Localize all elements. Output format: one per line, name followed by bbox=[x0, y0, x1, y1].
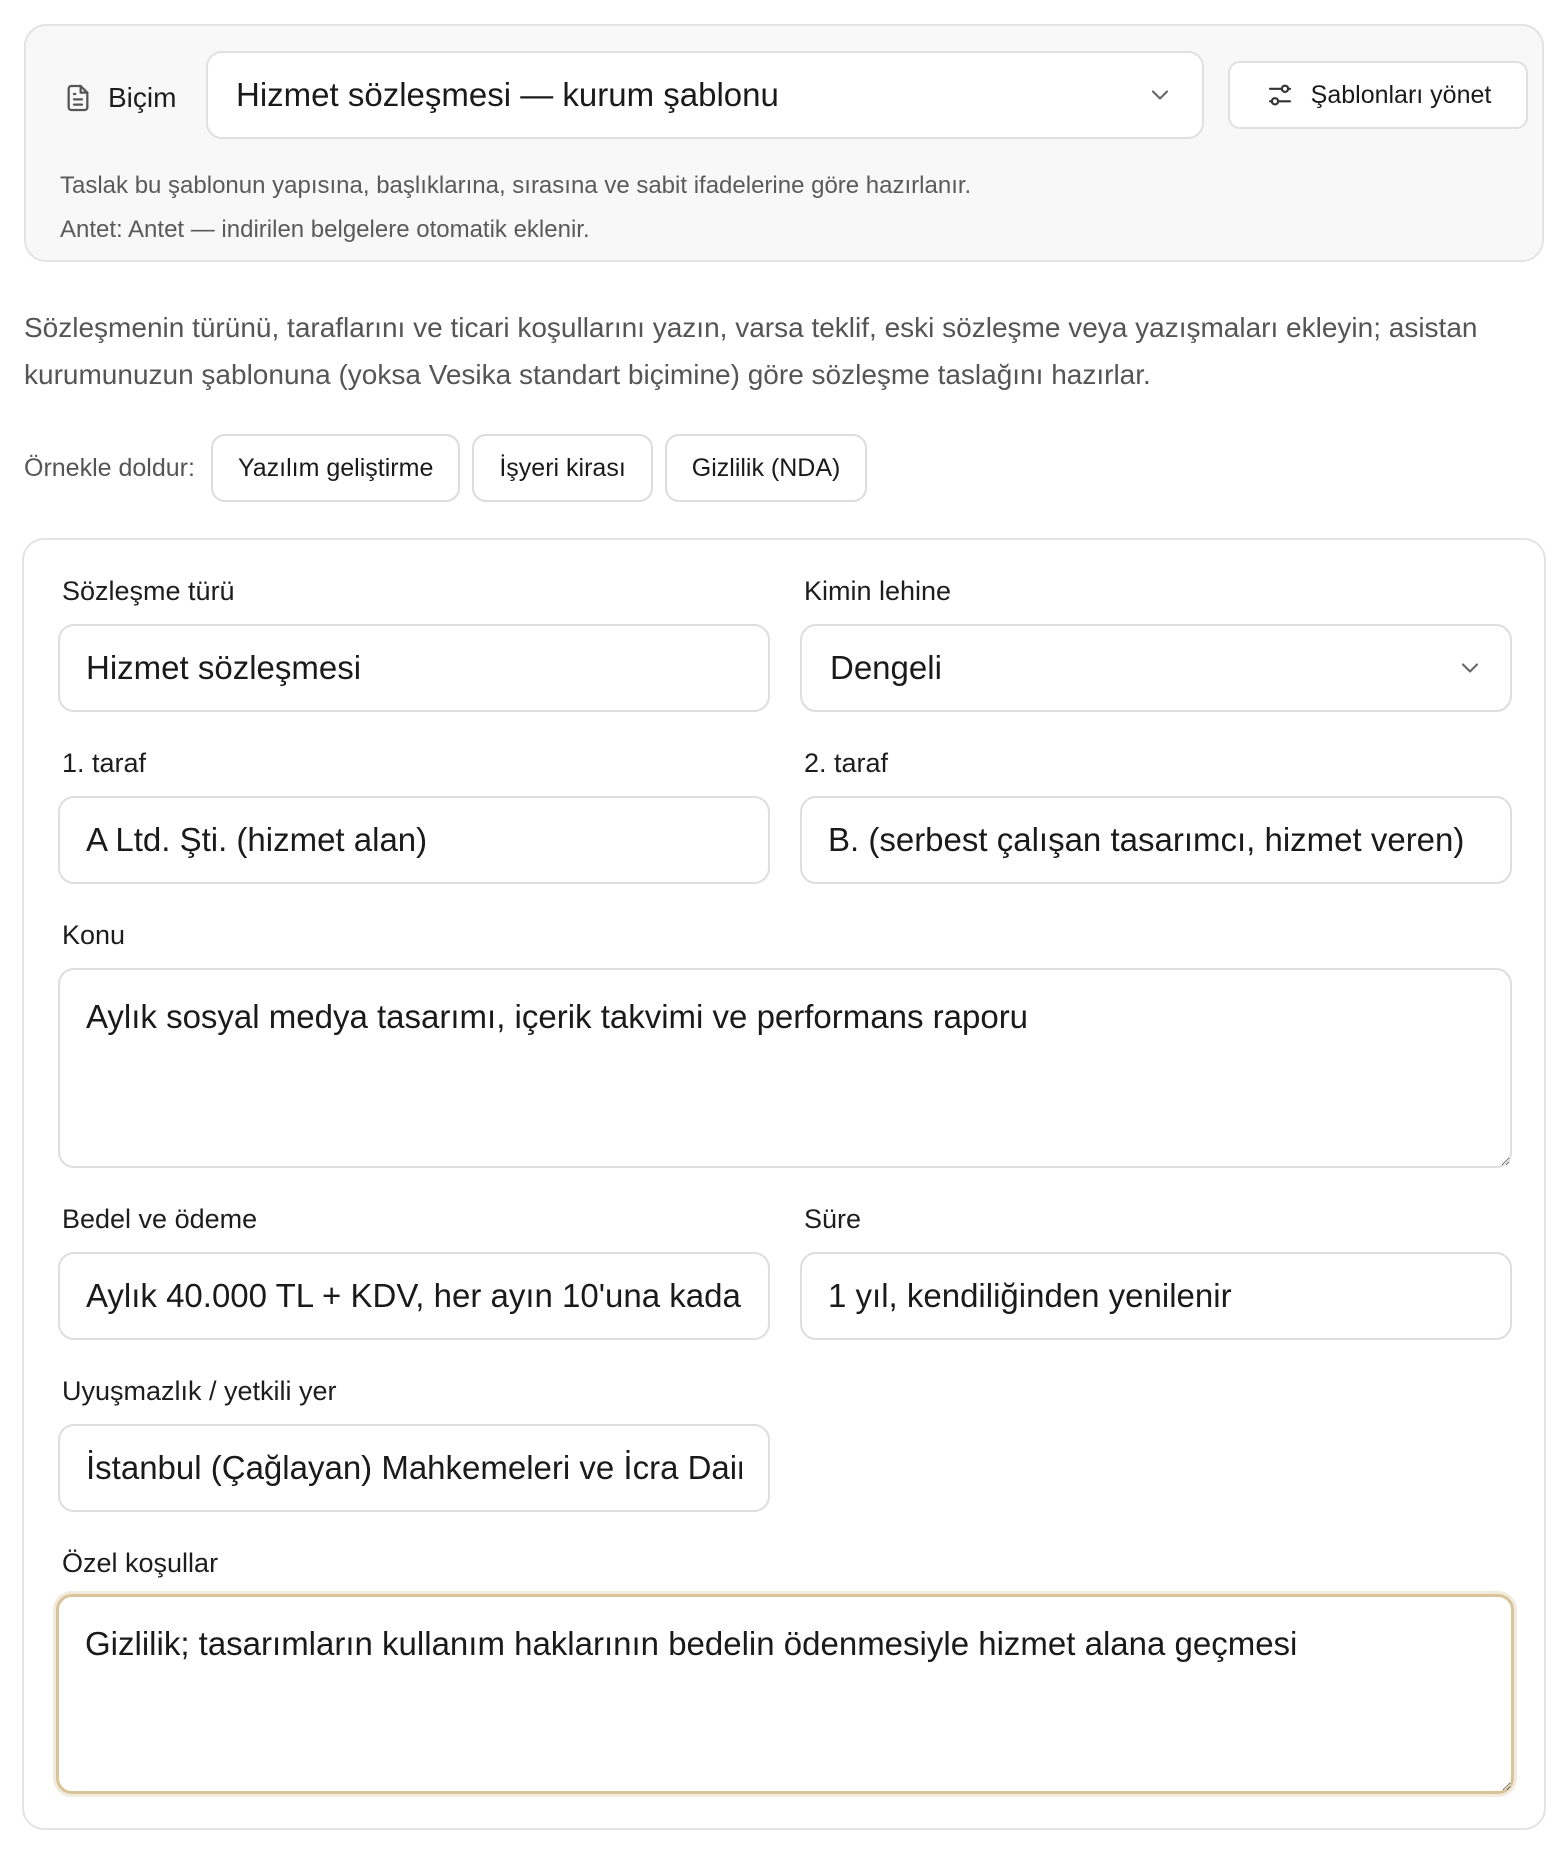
manage-templates-button[interactable] bbox=[1228, 61, 1528, 129]
special-terms-textarea[interactable] bbox=[56, 1594, 1514, 1794]
contract-type-label: Sözleşme türü bbox=[62, 576, 235, 606]
duration-input[interactable] bbox=[800, 1252, 1512, 1340]
intro-text: Sözleşmenin türünü, taraflarını ve ticari koşullarını yazın, varsa teklif, eski sözleşme veya yazışmaları ekleyin; asistan kurumunuzun şablonuna (yoksa Vesika standart biçimine) göre sözleşme taslağını hazırlar. bbox=[24, 312, 1478, 390]
party-1-label: 1. taraf bbox=[62, 748, 147, 778]
jurisdiction-label: Uyuşmazlık / yetkili yer bbox=[62, 1376, 337, 1406]
example-chip-software[interactable]: Yazılım geliştirme bbox=[211, 434, 460, 502]
format-template-value: Hizmet sözleşmesi — kurum şablonu bbox=[236, 76, 779, 113]
special-terms-label: Özel koşullar bbox=[62, 1548, 219, 1578]
example-chip-lease[interactable]: İşyeri kirası bbox=[472, 434, 652, 502]
contract-form bbox=[22, 538, 1546, 1830]
format-card bbox=[24, 24, 1544, 262]
in-favor-of-label: Kimin lehine bbox=[804, 576, 952, 606]
payment-input[interactable] bbox=[58, 1252, 770, 1340]
jurisdiction-input[interactable] bbox=[58, 1424, 770, 1512]
example-chip-nda[interactable]: Gizlilik (NDA) bbox=[665, 434, 868, 502]
example-fill-label: Örnekle doldur: bbox=[24, 453, 195, 482]
party-2-label: 2. taraf bbox=[804, 748, 889, 778]
subject-textarea[interactable] bbox=[58, 968, 1512, 1168]
manage-templates-label: Şablonları yönet bbox=[1310, 80, 1492, 109]
payment-label: Bedel ve ödeme bbox=[62, 1204, 258, 1234]
format-label-group bbox=[62, 78, 176, 118]
chevron-down-icon bbox=[1456, 654, 1484, 682]
party-1-input[interactable] bbox=[58, 796, 770, 884]
duration-label: Süre bbox=[804, 1204, 862, 1234]
party-2-input[interactable] bbox=[800, 796, 1512, 884]
format-note-letterhead: Antet: Antet — indirilen belgelere otomatik eklenir. bbox=[60, 216, 590, 243]
contract-type-input[interactable] bbox=[58, 624, 770, 712]
document-icon bbox=[62, 82, 94, 114]
sliders-icon bbox=[1265, 80, 1295, 110]
format-template-select[interactable] bbox=[206, 51, 1204, 139]
format-note-structure: Taslak bu şablonun yapısına, başlıklarına, sırasına ve sabit ifadelerine göre hazırlanır. bbox=[60, 172, 972, 199]
in-favor-of-select[interactable] bbox=[800, 624, 1512, 712]
subject-label: Konu bbox=[62, 920, 126, 950]
in-favor-of-value: Dengeli bbox=[830, 649, 942, 686]
example-fill-row bbox=[24, 434, 867, 502]
chevron-down-icon bbox=[1146, 81, 1174, 109]
format-label: Biçim bbox=[108, 82, 177, 113]
